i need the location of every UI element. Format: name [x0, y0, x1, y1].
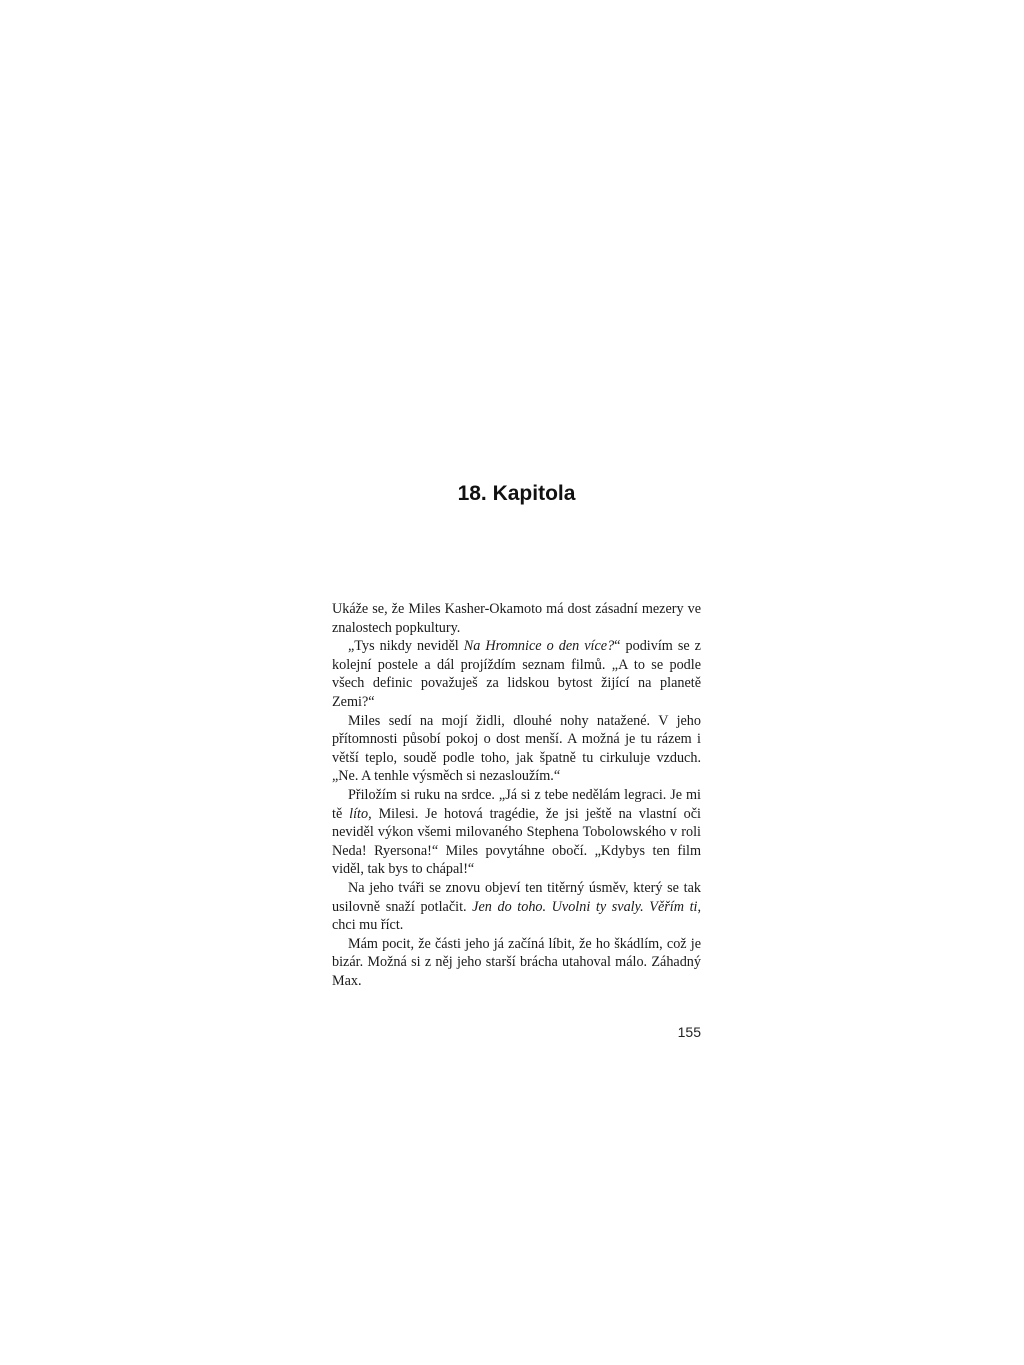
- paragraph-text: „Tys nikdy neviděl: [348, 638, 464, 655]
- chapter-title: 18. Kapitola: [457, 482, 576, 505]
- italic-text: Jen do toho. Uvolni ty svaly. Věřím ti: [472, 898, 698, 915]
- paragraph-text: , chci mu říct.: [332, 898, 701, 934]
- paragraph: [332, 786, 701, 879]
- paragraph-text: , Milesi. Je hotová tragédie, že jsi ještě na vlastní oči neviděl výkon všemi milovaného Stephena Tobolowského v roli Neda! Ryersona!“ Miles povytáhne obočí. „Kdybys ten film viděl, tak bys to chápal!“: [332, 805, 701, 878]
- page-number: 155: [677, 1024, 701, 1040]
- paragraph-text: “ podivím se z kolejní postele a dál projíždím seznam filmů. „A to se podle všech definic považuješ za lidskou bytost žijící na planetě Zemi?“: [332, 638, 701, 710]
- paragraph-text: Mám pocit, že části jeho já začíná líbit, že ho škádlím, což je bizár. Možná si z něj jeho starší brácha utahoval málo. Záhadný Max.: [332, 935, 701, 989]
- italic-text: Na Hromnice o den více?: [463, 638, 615, 655]
- paragraph: [332, 712, 701, 786]
- body-text: [332, 600, 701, 990]
- paragraph: [332, 637, 701, 711]
- paragraph-text: Přiložím si ruku na srdce. „Já si z tebe nedělám legraci. Je mi tě: [332, 786, 701, 822]
- paragraph: [332, 879, 701, 935]
- italic-text: líto: [349, 805, 369, 822]
- paragraph: [332, 935, 701, 991]
- paragraph-text: Na jeho tváři se znovu objeví ten titěrný úsměv, který se tak usilovně snaží potlačit.: [332, 879, 701, 915]
- paragraph-text: Ukáže se, že Miles Kasher-Okamoto má dost zásadní mezery ve znalostech popkultury.: [332, 601, 701, 636]
- paragraph-text: Miles sedí na mojí židli, dlouhé nohy natažené. V jeho přítomnosti působí pokoj o dost menší. A možná je tu rázem i větší teplo, soudě podle toho, jak špatně tu cirkuluje vzduch. „Ne. A tenhle výsměch si nezasloužím.“: [332, 712, 701, 785]
- paragraph: [332, 600, 701, 637]
